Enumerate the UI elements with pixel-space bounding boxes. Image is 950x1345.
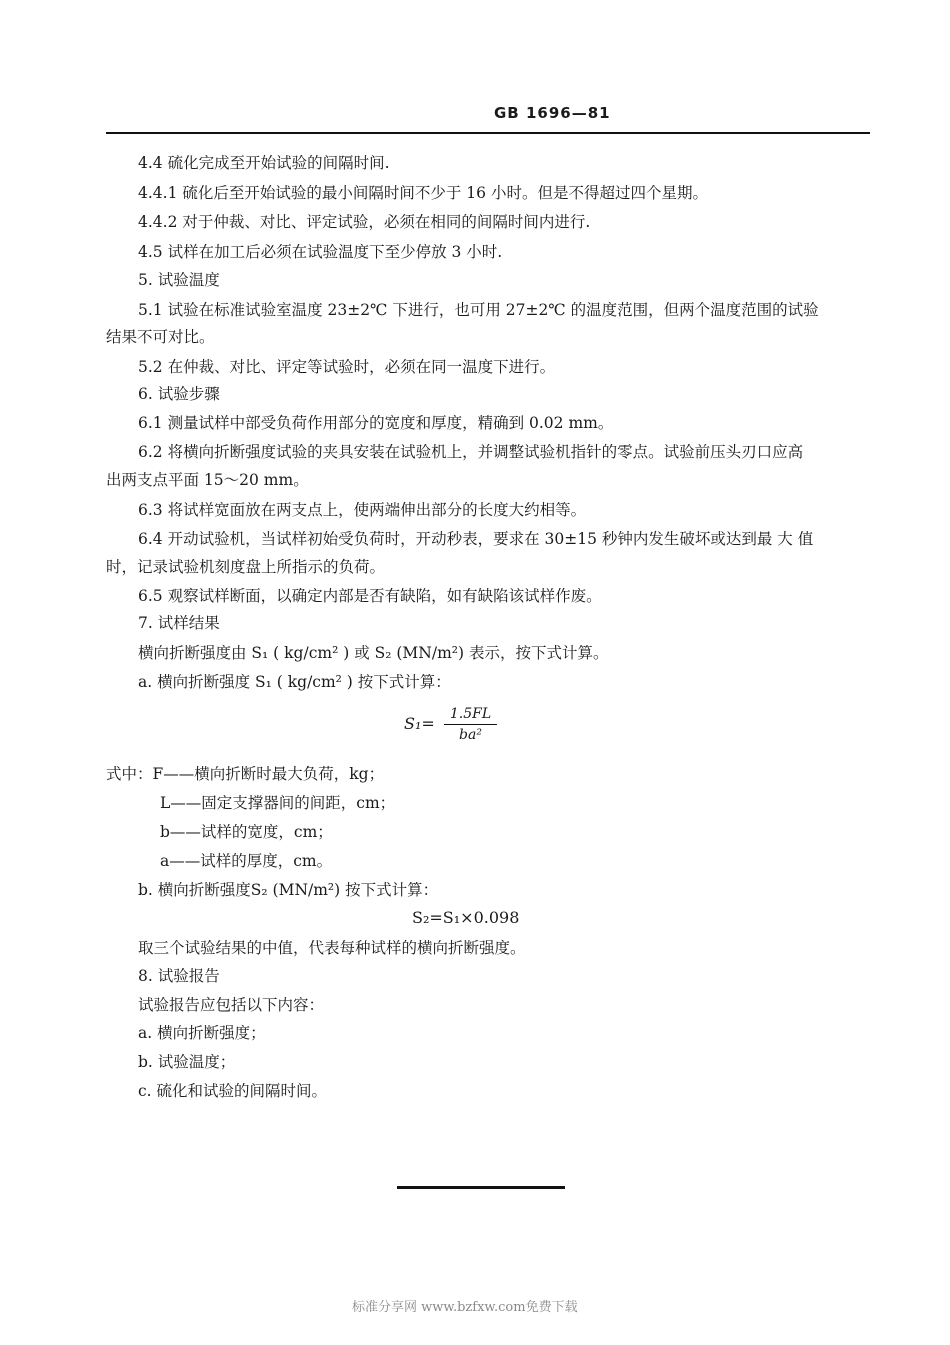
where-b: b——试样的宽度，cm；	[160, 823, 333, 841]
footer-watermark[interactable]: 标准分享网 www.bzfxw.com免费下载	[352, 1300, 578, 1315]
section-6-title: 6. 试验步骤	[138, 385, 220, 403]
clause-4-4-1: 4.4.1 硫化后至开始试验的最小间隔时间不少于 16 小时。但是不得超过四个星期。	[138, 184, 708, 202]
strength-intro: 横向折断强度由 S₁ ( kg/cm² ) 或 S₂ (MN/m²) 表示，按下式计算。	[138, 644, 609, 662]
formula-s2: S₂=S₁×0.098	[412, 908, 520, 927]
clause-5-1: 5.1 试验在标准试验室温度 23±2℃ 下进行，也可用 27±2℃ 的温度范围，但两个温度范围的试验	[138, 301, 819, 319]
clause-6-2: 6.2 将横向折断强度试验的夹具安装在试验机上，并调整试验机指针的零点。试验前压头刃口应高	[138, 443, 804, 461]
formula-s1-denominator: ba²	[459, 727, 482, 743]
document-code: GB 1696—81	[494, 104, 611, 122]
clause-6-4-cont: 时，记录试验机刻度盘上所指示的负荷。	[106, 558, 386, 576]
clause-6-2-cont: 出两支点平面 15～20 mm。	[106, 471, 309, 489]
clause-6-1: 6.1 测量试样中部受负荷作用部分的宽度和厚度，精确到 0.02 mm。	[138, 414, 614, 432]
report-item-c: c. 硫化和试验的间隔时间。	[138, 1082, 328, 1100]
clause-4-5: 4.5 试样在加工后必须在试验温度下至少停放 3 小时.	[138, 243, 503, 261]
end-rule	[397, 1186, 565, 1189]
where-a: a——试样的厚度，cm。	[160, 852, 333, 870]
clause-5-1-cont: 结果不可对比。	[106, 328, 215, 346]
clause-6-3: 6.3 将试样宽面放在两支点上，使两端伸出部分的长度大约相等。	[138, 501, 587, 519]
clause-4-4: 4.4 硫化完成至开始试验的间隔时间.	[138, 154, 390, 172]
where-f: 式中：F——横向折断时最大负荷，kg；	[106, 765, 385, 783]
report-intro: 试验报告应包括以下内容：	[138, 996, 325, 1014]
formula-s1-fraction	[444, 706, 497, 743]
item-a-intro: a. 横向折断强度 S₁ ( kg/cm² ) 按下式计算：	[138, 673, 451, 691]
section-8-title: 8. 试验报告	[138, 967, 220, 985]
report-item-b: b. 试验温度；	[138, 1053, 236, 1071]
section-7-title: 7. 试样结果	[138, 614, 220, 632]
clause-5-2: 5.2 在仲裁、对比、评定等试验时，必须在同一温度下进行。	[138, 358, 556, 376]
formula-s1-lhs: S₁=	[404, 714, 435, 733]
header-rule	[106, 132, 870, 134]
section-5-title: 5. 试验温度	[138, 271, 220, 289]
clause-4-4-2: 4.4.2 对于仲裁、对比、评定试验，必须在相同的间隔时间内进行.	[138, 213, 591, 231]
median-note: 取三个试验结果的中值，代表每种试样的横向折断强度。	[138, 939, 526, 957]
clause-6-4: 6.4 开动试验机，当试样初始受负荷时，开动秒表，要求在 30±15 秒钟内发生破坏或达到最 大 值	[138, 530, 814, 548]
where-l: L——固定支撑器间的间距，cm；	[160, 794, 396, 812]
item-b-intro: b. 横向折断强度S₂ (MN/m²) 按下式计算：	[138, 881, 439, 899]
report-item-a: a. 横向折断强度；	[138, 1024, 266, 1042]
formula-s1	[404, 706, 497, 743]
formula-s1-numerator: 1.5FL	[444, 706, 497, 725]
clause-6-5: 6.5 观察试样断面，以确定内部是否有缺陷，如有缺陷该试样作废。	[138, 587, 602, 605]
